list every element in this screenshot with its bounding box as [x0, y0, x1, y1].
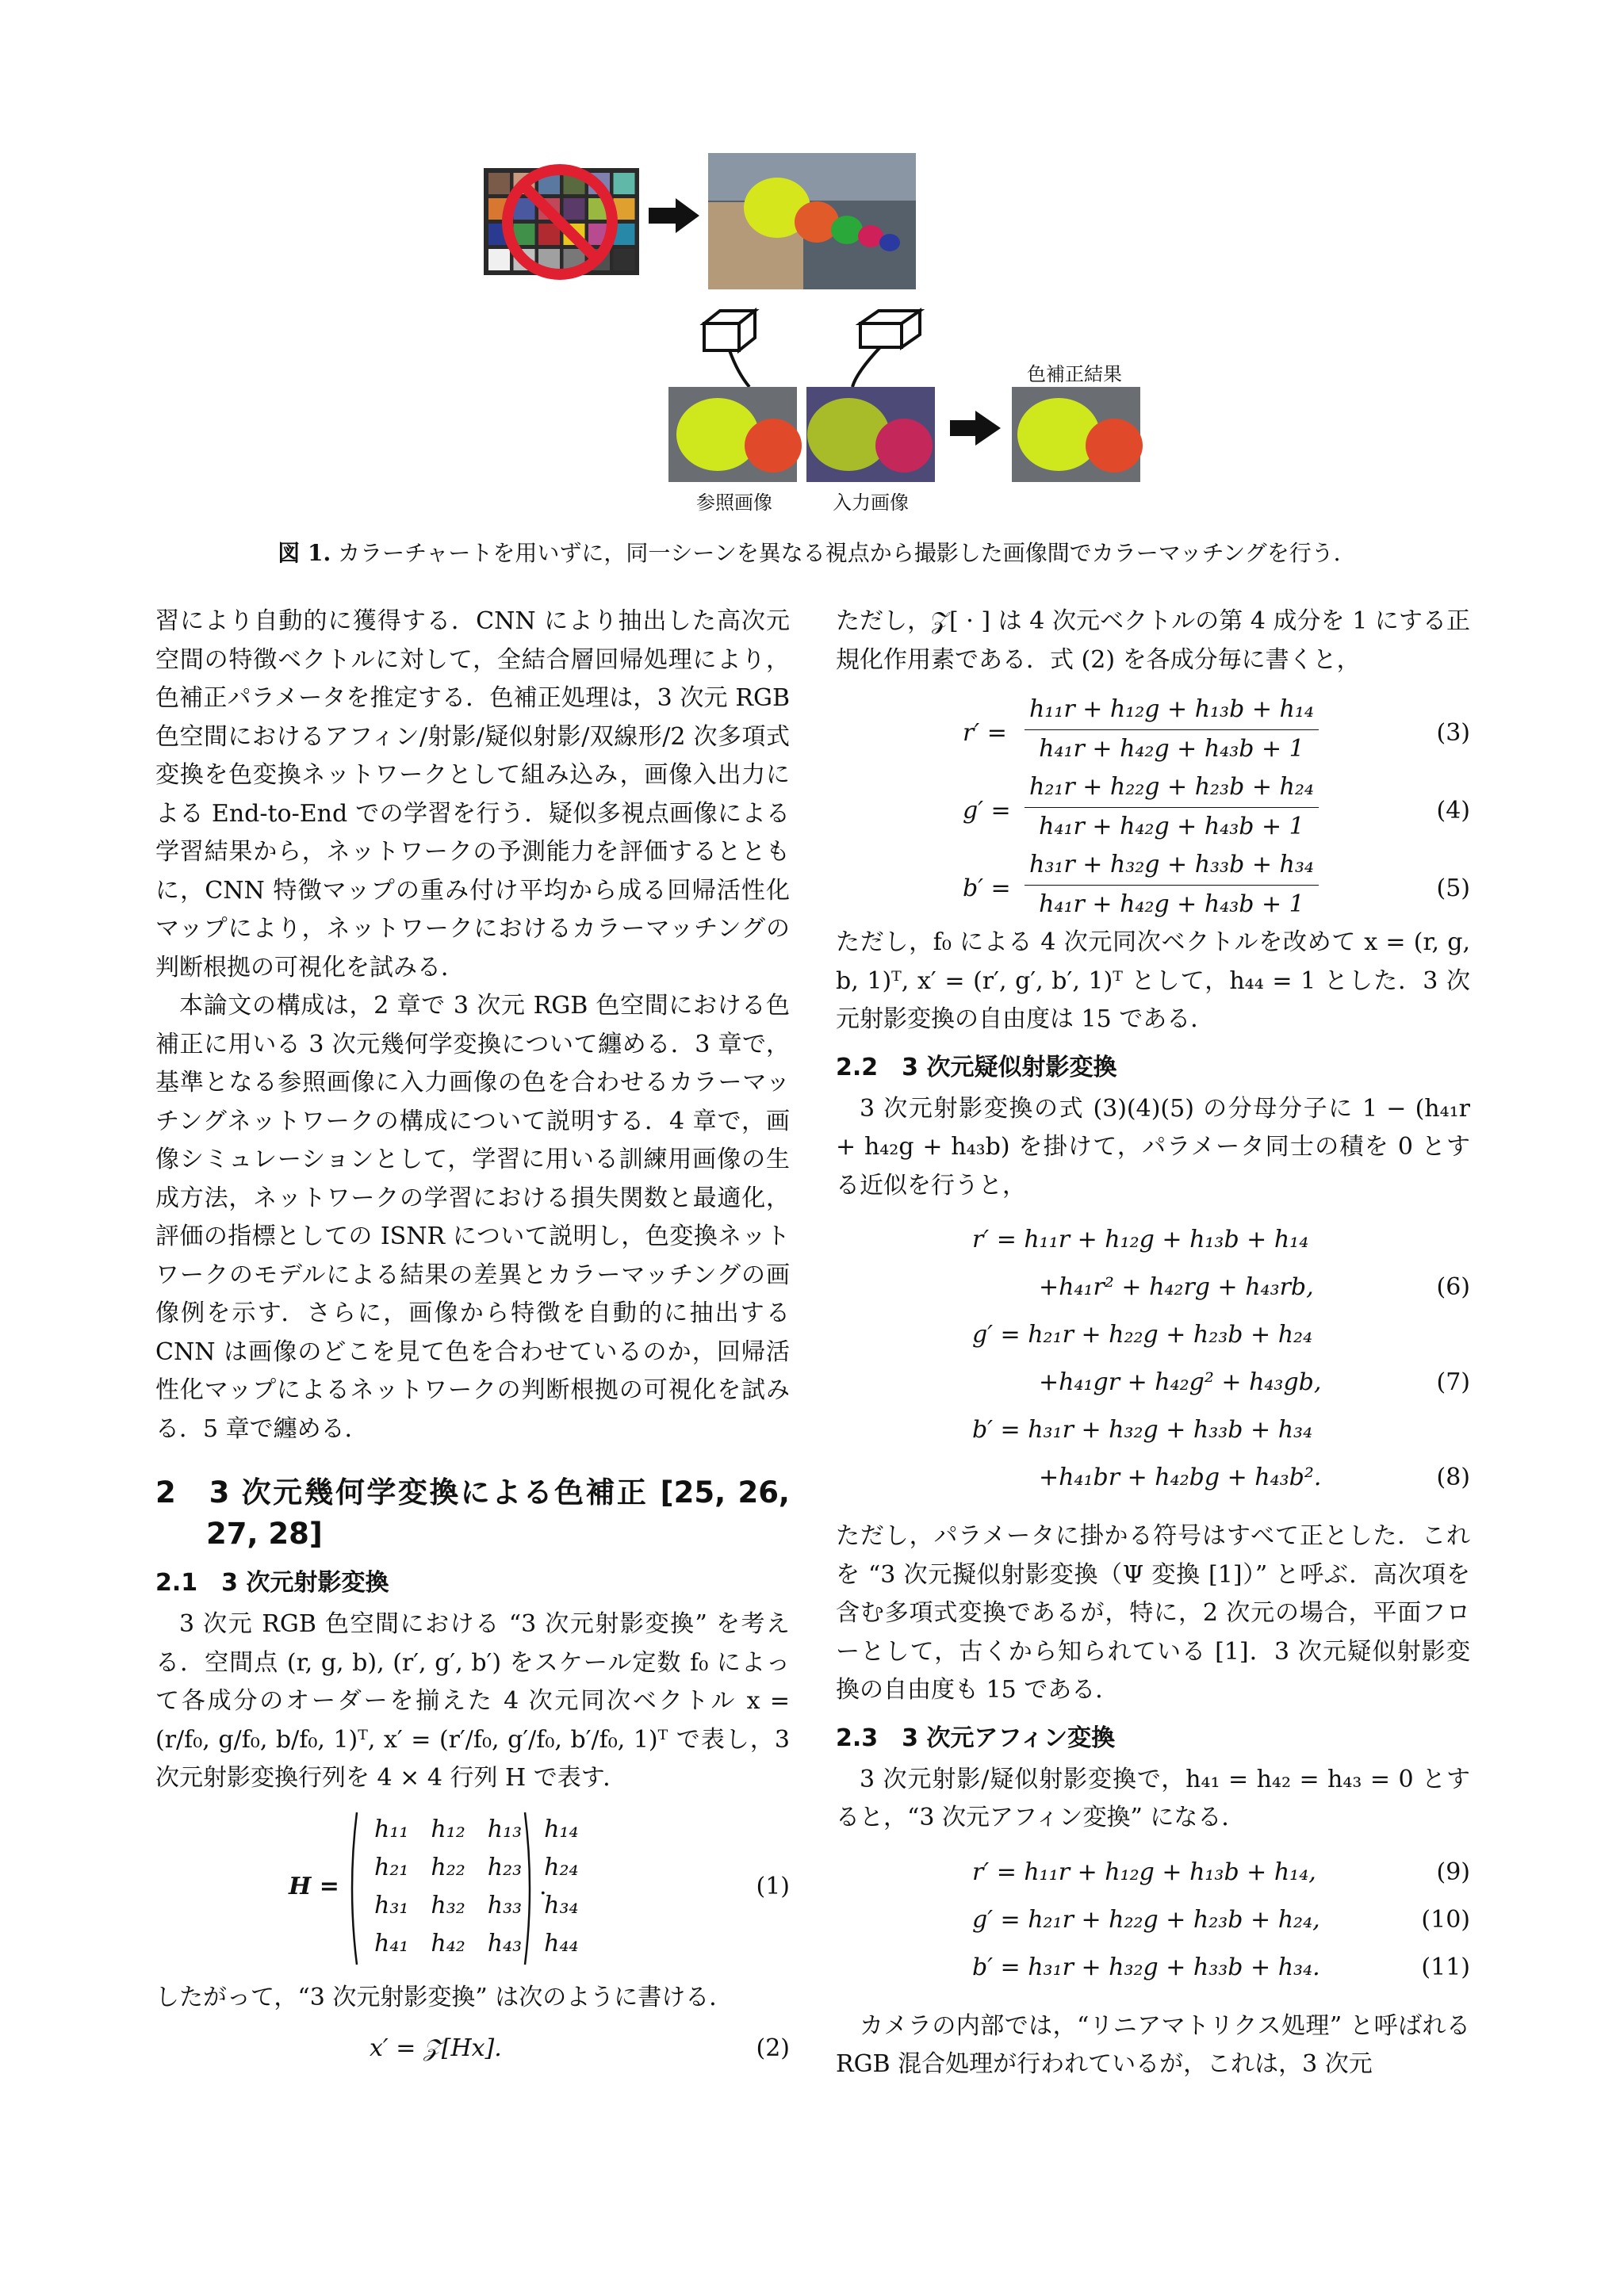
equation-line: g′ = h₂₁r + h₂₂g + h₂₃b + h₂₄,	[972, 1905, 1320, 1934]
matrix-cell: h₄₁	[374, 1929, 409, 1957]
matrix-row	[363, 1887, 590, 1925]
matrix-cell: h₃₁	[374, 1891, 409, 1919]
equation-line: r′ = h₁₁r + h₁₂g + h₁₃b + h₁₄,	[972, 1858, 1316, 1886]
numerator: h₁₁r + h₁₂g + h₁₃b + h₁₄	[1025, 691, 1319, 730]
equation-line: g′ = h₂₁r + h₂₂g + h₂₃b + h₂₄	[972, 1321, 1313, 1349]
section-heading: 2 3 次元幾何学変換による色補正 [25, 26, 27, 28]	[155, 1475, 790, 1551]
figure-graphic	[0, 0, 1624, 531]
paragraph: 3 次元射影変換の式 (3)(4)(5) の分母分子に 1 − (h₄₁r + h₄₂g + h₄₃b) を掛けて，パラメータ同士の積を 0 とする近似を行うと，	[836, 1094, 1470, 1200]
equation-6-cont	[836, 1269, 1470, 1316]
matrix-cell: h₁₂	[431, 1815, 465, 1843]
paragraph: 3 次元 RGB 色空間における “3 次元射影変換” を考える．空間点 (r, g, b), (r′, g′, b′) をスケール定数 f₀ によって各成分のオーダーを揃えた 4 次元同次ベクトル x = (r/f₀, g/f₀, b/f₀, 1)ᵀ, x′ = (r′/f₀, g′/f₀, b′/f₀, 1)ᵀ で表し，3 次元射影変換行列を 4 × 4 行列 H で表す．	[155, 1610, 790, 1792]
equation-number: (2)	[756, 2034, 790, 2062]
matrix-cell: h₁₃	[487, 1815, 523, 1843]
matrix-table	[363, 1811, 590, 1963]
color-patch	[614, 249, 635, 270]
subsection-heading: 2.1 3 次元射影変換	[155, 1569, 389, 1597]
camera-icon	[704, 311, 755, 387]
equation-number: (8)	[1436, 1464, 1470, 1491]
figure-1	[0, 0, 1624, 603]
matrix-cell: h₃₂	[431, 1891, 465, 1919]
equation-number: (1)	[756, 1872, 790, 1900]
input-image	[806, 387, 935, 482]
matrix-row	[363, 1811, 590, 1849]
paragraph: ただし，パラメータに掛かる符号はすべて正とした．これを “3 次元擬似射影変換（Ψ 変換 [1]）” と呼ぶ．高次項を含む多項式変換であるが，特に，2 次元の場合，平面フローとして，古くから知られている [1]．3 次元疑似射影変換の自由度も 15 である．	[836, 1522, 1470, 1704]
equation-number: (9)	[1436, 1858, 1470, 1886]
equation-line: r′ = h₁₁r + h₁₂g + h₁₃b + h₁₄	[972, 1226, 1309, 1253]
equation-line: +h₄₁br + h₄₂bg + h₄₃b².	[1039, 1464, 1322, 1491]
matrix-row	[363, 1849, 590, 1887]
equation-lhs: g′ =	[963, 797, 1011, 825]
equation-7	[836, 1316, 1470, 1364]
subsection-heading: 2.3 3 次元アフィン変換	[836, 1724, 1116, 1752]
equation-11	[836, 1949, 1470, 1996]
equation-number: (11)	[1421, 1953, 1470, 1981]
equation-6	[836, 1221, 1470, 1269]
matrix-cell: h₁₄	[544, 1815, 579, 1843]
figure-caption	[254, 536, 1380, 568]
subsection-heading: 2.2 3 次元疑似射影変換	[836, 1053, 1117, 1081]
equation-number: (6)	[1436, 1273, 1470, 1301]
denominator: h₄₁r + h₄₂g + h₄₃b + 1	[1039, 890, 1304, 918]
matrix-cell: h₃₃	[487, 1891, 523, 1919]
matrix-cell: h₂₂	[431, 1853, 465, 1881]
matrix-cell: h₄₄	[544, 1929, 579, 1957]
equation-number: (3)	[1436, 719, 1470, 747]
equation-body: x′ = 𝒵[Hx].	[370, 2034, 502, 2062]
equation-number: (10)	[1421, 1905, 1470, 1934]
left-column	[155, 603, 790, 2066]
matrix-cell: h₁₁	[374, 1815, 409, 1843]
equation-number: (4)	[1436, 797, 1470, 825]
numerator: h₂₁r + h₂₂g + h₂₃b + h₂₄	[1025, 768, 1319, 808]
equation-line: +h₄₁r² + h₄₂rg + h₄₃rb,	[1039, 1273, 1314, 1301]
equation-line: b′ = h₃₁r + h₃₂g + h₃₃b + h₃₄	[972, 1416, 1313, 1444]
matrix-cell: h₂₄	[544, 1853, 579, 1881]
arrow-right-icon	[649, 198, 699, 233]
scene-image-top	[708, 153, 916, 289]
matrix-cell: h₄₃	[487, 1929, 523, 1957]
equation-2	[155, 2023, 790, 2066]
caption-number: 図 1.	[278, 540, 331, 566]
equation-number: (7)	[1436, 1368, 1470, 1396]
color-patch	[564, 198, 585, 220]
equation-3	[836, 691, 1470, 768]
paragraph: カメラの内部では，“リニアマトリクス処理” と呼ばれる RGB 混合処理が行われているが，これは，3 次元	[836, 2011, 1470, 2078]
matrix-lhs: H =	[289, 1872, 339, 1900]
paragraph: ただし，f₀ による 4 次元同次ベクトルを改めて x = (r, g, b, 1)ᵀ, x′ = (r′, g′, b′, 1)ᵀ として，h₄₄ = 1 とした．3 次元射影変換の自由度は 15 である．	[836, 928, 1470, 1033]
equation-number: (5)	[1436, 874, 1470, 902]
equation-8-cont	[836, 1459, 1470, 1506]
denominator: h₄₁r + h₄₂g + h₄₃b + 1	[1039, 734, 1304, 763]
color-patch	[488, 249, 510, 270]
denominator: h₄₁r + h₄₂g + h₄₃b + 1	[1039, 812, 1304, 840]
paragraph: ただし，𝒵[ · ] は 4 次元ベクトルの第 4 成分を 1 にする正規化作用素である．式 (2) を各成分毎に書くと，	[836, 607, 1470, 674]
result-image	[1012, 387, 1143, 482]
paragraph: 習により自動的に獲得する．CNN により抽出した高次元空間の特徴ベクトルに対して，全結合層回帰処理により，色補正パラメータを推定する．色補正処理は，3 次元 RGB 色空間におけるアフィン/射影/疑似射影/双線形/2 次多項式変換を色変換ネットワークとして組み込み，画像入出力による End-to-End での学習を行う．疑似多視点画像による学習結果から，ネットワークの予測能力を評価するとともに，CNN 特徴マップの重み付け平均から成る回帰活性化マップにより，ネットワークにおけるカラーマッチングの判断根拠の可視化を試みる．	[155, 607, 790, 982]
equation-5	[836, 846, 1470, 924]
numerator: h₃₁r + h₃₂g + h₃₃b + h₃₄	[1025, 846, 1319, 886]
equation-1: H = h₁₁ h₁₂ h₁₃ h₁₄ h₂₁ h₂₂ h₂₃ h₂₄ h₃₁ h₃₂ h₃₃ h₃₄ h₄₁ h₄₂ h₄₃ h₄₄ . (1)	[155, 1809, 790, 1968]
color-patch	[538, 224, 560, 245]
equation-line: b′ = h₃₁r + h₃₂g + h₃₃b + h₃₄.	[972, 1953, 1320, 1981]
equation-lhs: r′ =	[963, 719, 1007, 747]
result-label: 色補正結果	[1027, 363, 1122, 385]
matrix-cell: h₄₂	[431, 1929, 465, 1957]
input-label: 入力画像	[833, 492, 909, 514]
arrow-right-icon	[950, 411, 1001, 446]
matrix-row	[363, 1925, 590, 1963]
equation-4	[836, 768, 1470, 846]
equation-lhs: b′ =	[963, 874, 1011, 902]
right-column	[836, 603, 1470, 2084]
paragraph: 3 次元射影/疑似射影変換で，h₄₁ = h₄₂ = h₄₃ = 0 とすると，“3 次元アフィン変換” になる．	[836, 1765, 1470, 1831]
equation-9	[836, 1854, 1470, 1901]
color-patch	[488, 173, 510, 194]
equation-7-cont	[836, 1364, 1470, 1411]
equation-8	[836, 1411, 1470, 1459]
color-patch	[614, 173, 635, 194]
matrix-cell: h₂₃	[487, 1853, 523, 1881]
reference-label: 参照画像	[696, 492, 772, 514]
matrix-cell: h₂₁	[374, 1853, 409, 1881]
equation-line: +h₄₁gr + h₄₂g² + h₄₃gb,	[1039, 1368, 1322, 1396]
reference-image	[668, 387, 802, 482]
camera-icon	[852, 311, 920, 387]
paragraph: したがって，“3 次元射影変換” は次のように書ける．	[155, 1983, 733, 2011]
paragraph: 本論文の構成は，2 章で 3 次元 RGB 色空間における色補正に用いる 3 次元幾何学変換について纏める．3 章で，基準となる参照画像に入力画像の色を合わせるカラーマッチングネットワークの構成について説明する．4 章で，画像シミュレーションとして，学習に用いる訓練用画像の生成方法，ネットワークの学習における損失関数と最適化，評価の指標としての ISNR について説明し，色変換ネットワークのモデルによる結果の差異とカラーマッチングの画像例を示す．さらに，画像から特徴を自動的に抽出する CNN は画像のどこを見て色を合わせているのか，回帰活性化マップによるネットワークの判断根拠の可視化を試みる．5 章で纏める．	[155, 992, 790, 1443]
equation-10	[836, 1901, 1470, 1949]
caption-text: カラーチャートを用いずに，同一シーンを異なる視点から撮影した画像間でカラーマッチングを行う．	[338, 540, 1356, 566]
matrix-cell: h₃₄	[544, 1891, 579, 1919]
